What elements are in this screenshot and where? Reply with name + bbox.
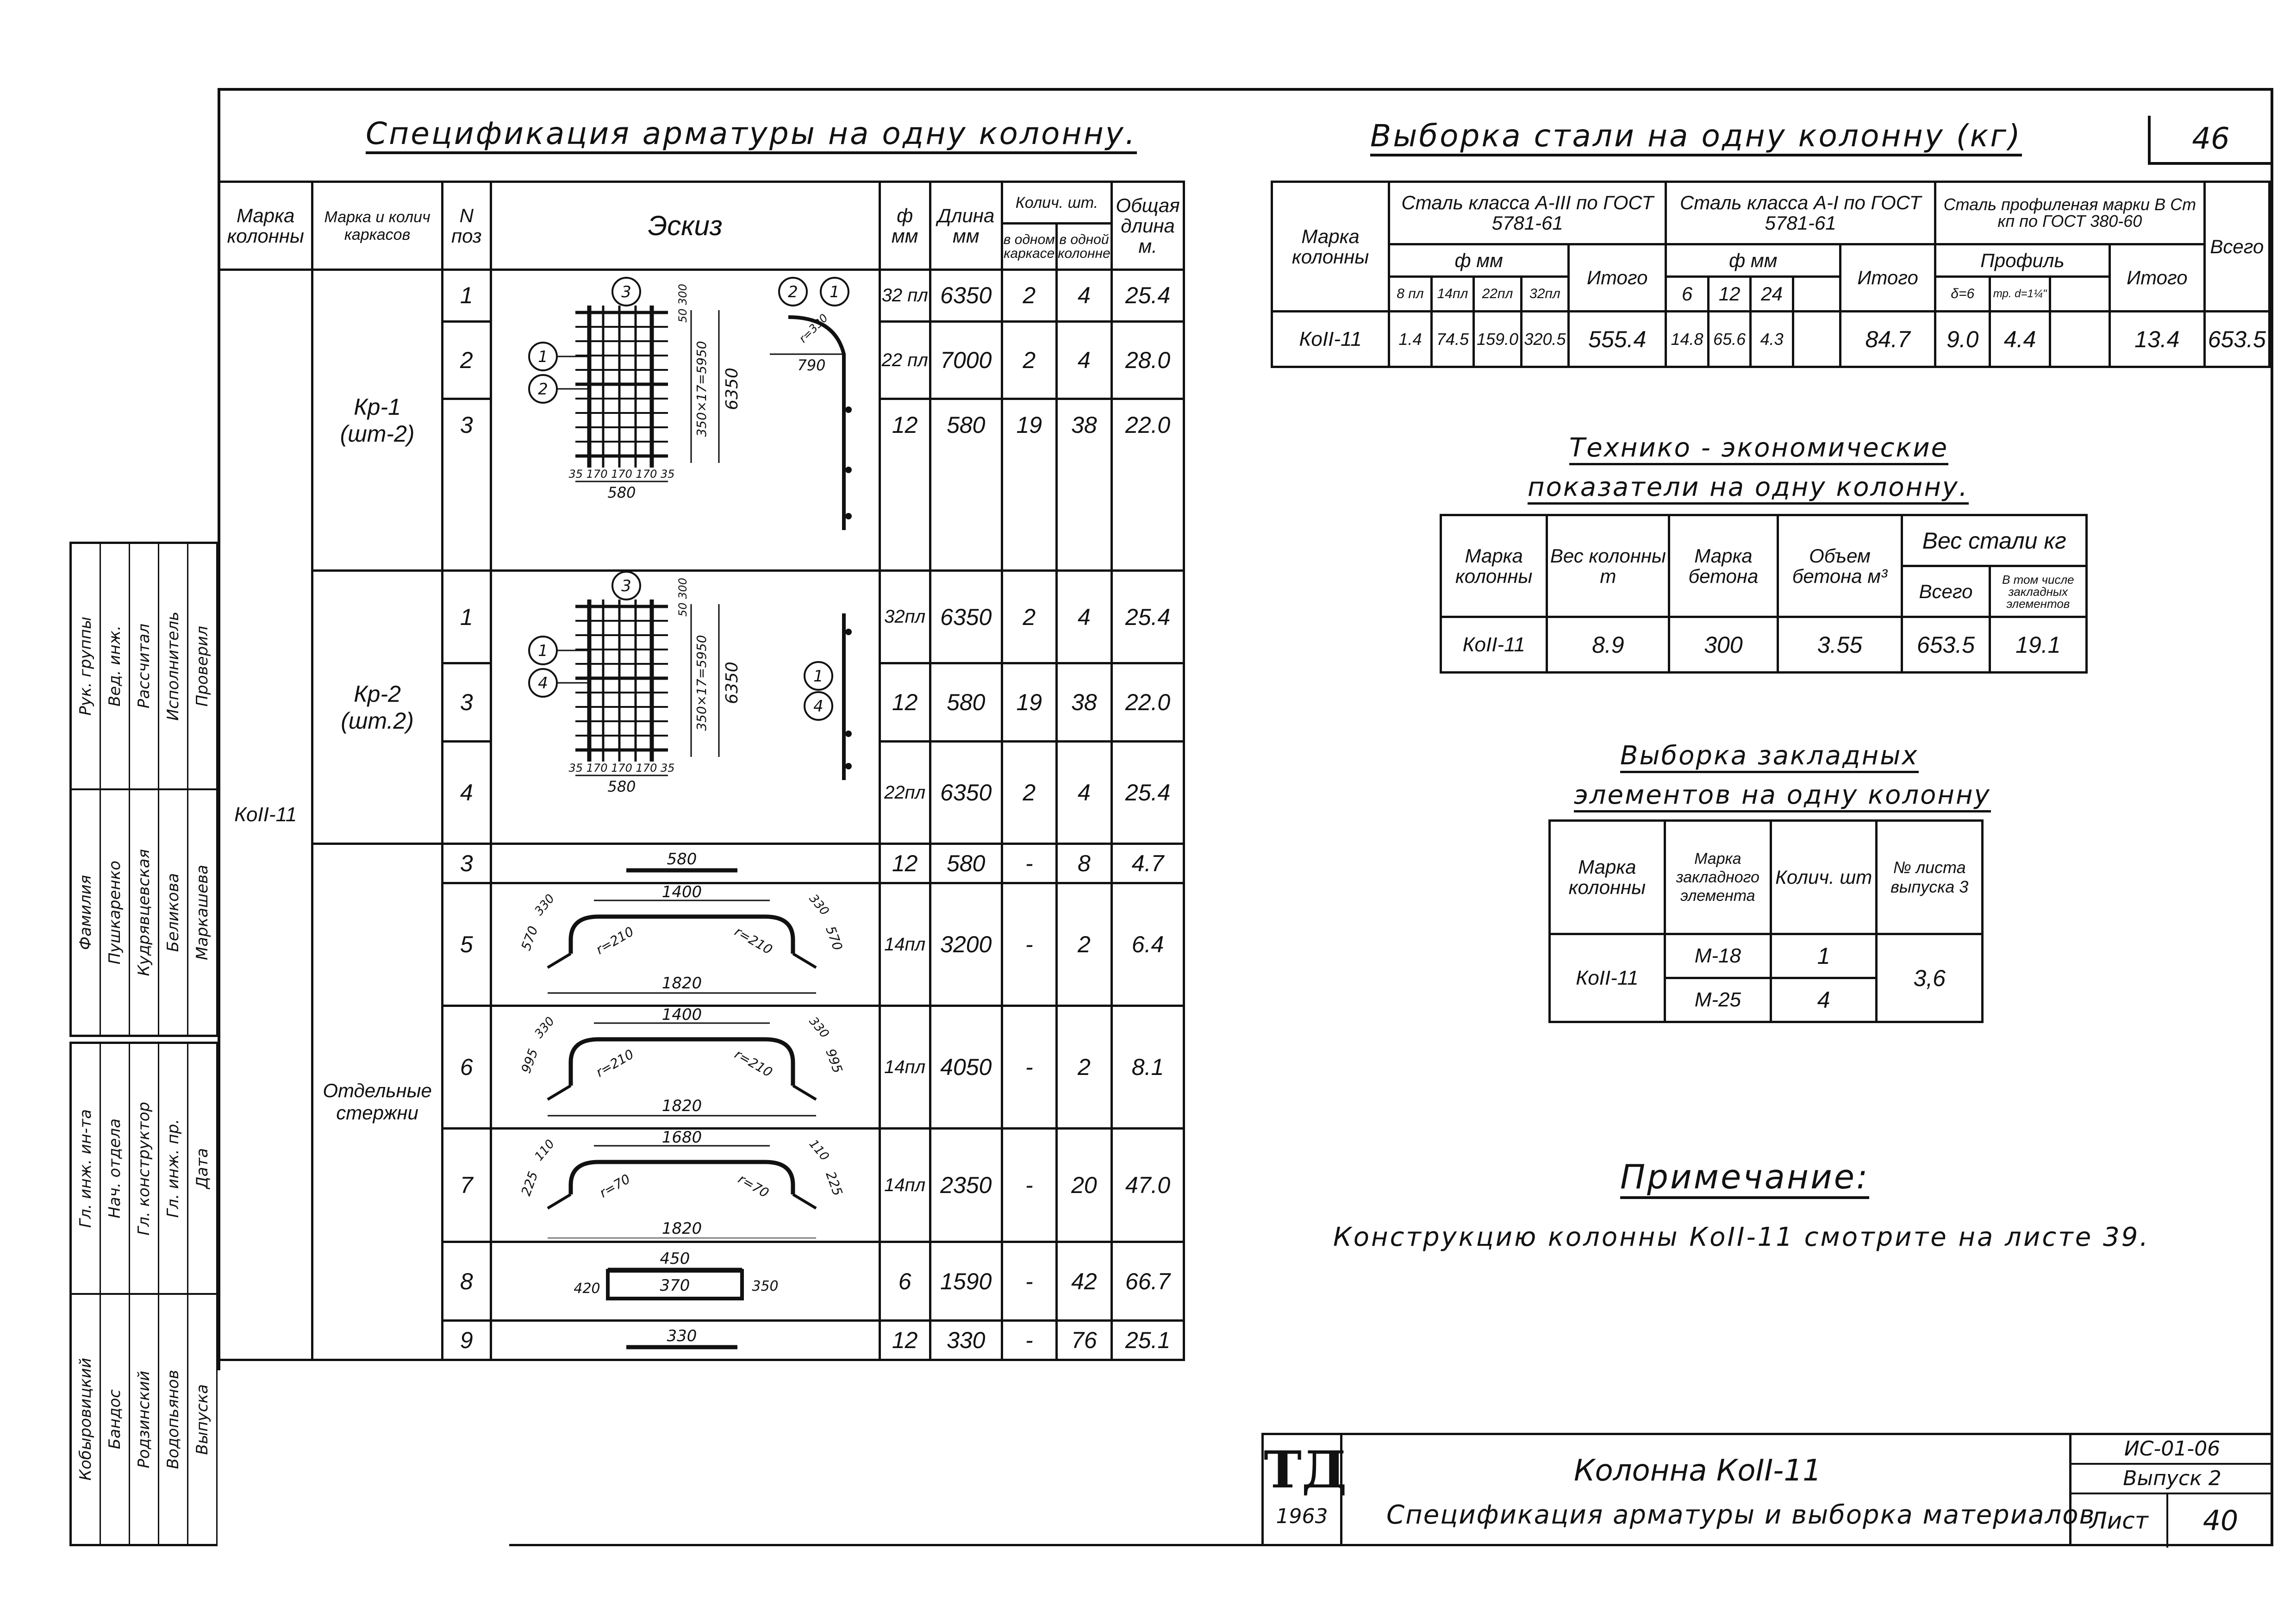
side-label: Дата <box>188 1044 218 1293</box>
qc-cell: 38 <box>1056 399 1111 571</box>
dim-label: 370 <box>660 1276 690 1295</box>
steel-h-itogo2: Итого <box>1841 244 1935 312</box>
len-cell: 1590 <box>930 1242 1002 1321</box>
page-number: 46 <box>2148 116 2271 165</box>
side-name: Пушкаренко <box>101 790 130 1035</box>
steel-val-empty <box>1793 312 1840 367</box>
steel-h-profile: Профиль <box>1935 244 2109 277</box>
steel-row-mark: КоII-11 <box>1272 312 1389 367</box>
tech-val: КоII-11 <box>1441 617 1547 673</box>
steel-val: 555.4 <box>1569 312 1666 367</box>
dim-label: 580 <box>667 850 697 868</box>
emb-el: М-25 <box>1665 978 1771 1022</box>
emb-h-mark: Марка колонны <box>1550 821 1665 934</box>
dia-cell: 32 пл <box>880 270 930 322</box>
steel-size: 8 пл <box>1389 277 1432 312</box>
dim-label: 330 <box>806 1014 832 1041</box>
qf-cell: 19 <box>1002 399 1056 571</box>
bar-dot <box>845 406 852 413</box>
steel-val: 4.4 <box>1990 312 2050 367</box>
steel-h-dmm: ф мм <box>1389 244 1569 277</box>
spec-table <box>218 181 1185 1361</box>
spec-column-mark: КоII-11 <box>219 270 312 1360</box>
qf-cell: 2 <box>1002 270 1056 322</box>
dim-label: 330 <box>806 892 832 918</box>
dia-cell: 14пл <box>880 883 930 1006</box>
dim-label: 450 <box>660 1249 690 1268</box>
side-label: Гл. инж. ин-та <box>72 1044 101 1293</box>
dim-label: 330 <box>532 892 558 918</box>
tot-cell: 25.4 <box>1112 742 1184 844</box>
callout-number: 2 <box>787 283 798 301</box>
stamp-sheet-label: Лист <box>2071 1494 2168 1548</box>
steel-h-mark: Марка колонны <box>1272 182 1389 312</box>
dim-label: r=210 <box>593 924 636 958</box>
dim-label: r=210 <box>731 1046 775 1081</box>
len-cell: 580 <box>930 844 1002 883</box>
dim-label: 1400 <box>661 1007 702 1024</box>
tech-h-mark: Марка колонны <box>1441 515 1547 617</box>
u-bar-end <box>793 1086 816 1099</box>
qc-cell: 2 <box>1056 1006 1111 1129</box>
tot-cell: 22.0 <box>1112 663 1184 742</box>
emb-h-qty: Колич. шт <box>1771 821 1876 934</box>
steel-val-empty <box>2050 312 2109 367</box>
qf-cell: 2 <box>1002 571 1056 663</box>
steel-size: тр. d=1¼" <box>1990 277 2050 312</box>
qf-cell: - <box>1002 1242 1056 1321</box>
sketch-bar3 <box>491 844 880 883</box>
steel-size: 12 <box>1708 277 1751 312</box>
steel-val: 74.5 <box>1431 312 1474 367</box>
side-name: Фамилия <box>72 790 101 1035</box>
steel-size-empty <box>2050 277 2109 312</box>
tech-h-volume: Объем бетона м³ <box>1778 515 1902 617</box>
dim-label: 50 300 <box>676 284 689 323</box>
pos-cell: 2 <box>442 321 491 399</box>
tech-h-total: Всего <box>1902 566 1990 617</box>
dim-label: 570 <box>822 924 846 953</box>
callout-number: 1 <box>537 642 548 660</box>
qc-cell: 76 <box>1056 1321 1111 1360</box>
dim-label: 1820 <box>661 1097 702 1115</box>
u-bar-end <box>548 1086 571 1099</box>
stamp-year: 1963 <box>1276 1505 1328 1528</box>
dim-label: 350×17=5950 <box>693 341 709 437</box>
dim-label: r=70 <box>735 1171 772 1201</box>
dim-label: 995 <box>518 1046 541 1075</box>
stamp-line1: Колонна КоII-11 <box>1574 1454 1822 1488</box>
tech-val: 19.1 <box>1990 617 2086 673</box>
steel-val: 159.0 <box>1474 312 1521 367</box>
emb-mark: КоII-11 <box>1550 934 1665 1022</box>
steel-size: δ=6 <box>1935 277 1990 312</box>
side-name: Беликова <box>159 790 188 1035</box>
stamp-line2: Спецификация арматуры и выборка материалов <box>1386 1500 2096 1530</box>
pos-cell: 1 <box>442 571 491 663</box>
u-bar-end <box>548 1194 571 1208</box>
spec-h-framemark: Марка и колич каркасов <box>312 182 443 270</box>
steel-h-itogo3: Итого <box>2110 244 2205 312</box>
qc-cell: 4 <box>1056 742 1111 844</box>
dia-cell: 6 <box>880 1242 930 1321</box>
callout-number: 1 <box>829 283 840 301</box>
spec-h-qty-col: в одной колонне <box>1056 224 1111 270</box>
dim-label: 330 <box>667 1327 697 1345</box>
qf-cell: - <box>1002 883 1056 1006</box>
side-label: Вед. инж. <box>101 544 130 788</box>
note-title: Примечание: <box>1620 1157 1869 1199</box>
dim-label: 995 <box>822 1046 846 1075</box>
dia-cell: 22 пл <box>880 321 930 399</box>
stamp-sheet-row <box>2071 1494 2273 1548</box>
sketch-bar5 <box>491 883 880 1006</box>
tot-cell: 25.4 <box>1112 571 1184 663</box>
dim-label: r=210 <box>593 1046 636 1081</box>
stamp-logo <box>1264 1435 1347 1546</box>
callout-number: 4 <box>813 697 824 716</box>
spec-h-pos: N поз <box>442 182 491 270</box>
callout-number: 3 <box>621 577 631 595</box>
side-name: Родзинский <box>130 1295 159 1544</box>
tot-cell: 25.4 <box>1112 270 1184 322</box>
dim-label: 110 <box>806 1137 832 1164</box>
steel-table <box>1271 181 2271 368</box>
dim-label: 570 <box>518 924 541 953</box>
steel-val: 320.5 <box>1521 312 1568 367</box>
steel-size: 6 <box>1666 277 1709 312</box>
dim-label: 350×17=5950 <box>693 635 709 731</box>
tot-cell: 4.7 <box>1112 844 1184 883</box>
spec-title: Спецификация арматуры на одну колонну. <box>366 116 1137 154</box>
dia-cell: 32пл <box>880 571 930 663</box>
emb-sheet: 3,6 <box>1877 934 1983 1022</box>
qc-cell: 20 <box>1056 1129 1111 1242</box>
side-name: Водопьянов <box>159 1295 188 1544</box>
u-bar-end <box>548 954 571 968</box>
tech-h-steel: Вес стали кг <box>1902 515 2087 566</box>
callout-number: 2 <box>537 380 548 399</box>
qf-cell: - <box>1002 844 1056 883</box>
u-bar-end <box>793 954 816 968</box>
tech-val: 3.55 <box>1778 617 1902 673</box>
sketch-kr1 <box>491 270 880 571</box>
dia-cell: 12 <box>880 1321 930 1360</box>
pos-cell: 1 <box>442 270 491 322</box>
dim-label: 1680 <box>661 1130 702 1147</box>
tech-val: 653.5 <box>1902 617 1990 673</box>
emb-h-sheet: № листа выпуска 3 <box>1877 821 1983 934</box>
side-label: Исполнитель <box>159 544 188 788</box>
steel-val: 84.7 <box>1841 312 1935 367</box>
steel-val: 13.4 <box>2110 312 2205 367</box>
frame-top <box>218 88 2273 91</box>
dia-cell: 22пл <box>880 742 930 844</box>
spec-h-dia: ф мм <box>880 182 930 270</box>
qc-cell: 4 <box>1056 270 1111 322</box>
dim-label: 50 300 <box>676 578 689 617</box>
dim-label: 1820 <box>661 974 702 993</box>
spec-h-length: Длина мм <box>930 182 1002 270</box>
dim-label: 790 <box>797 356 826 374</box>
dim-label: 6350 <box>722 368 742 410</box>
steel-val: 9.0 <box>1935 312 1990 367</box>
sketch-bar6 <box>491 1006 880 1129</box>
qf-cell: 2 <box>1002 742 1056 844</box>
len-cell: 4050 <box>930 1006 1002 1129</box>
qf-cell: 2 <box>1002 321 1056 399</box>
emb-el: М-18 <box>1665 934 1771 978</box>
dim-label: r=330 <box>796 311 830 346</box>
tot-cell: 6.4 <box>1112 883 1184 1006</box>
tot-cell: 8.1 <box>1112 1006 1184 1129</box>
tech-h-weight: Вес колонны т <box>1547 515 1669 617</box>
len-cell: 330 <box>930 1321 1002 1360</box>
sketch-bar7 <box>491 1129 880 1242</box>
stamp-issue: Выпуск 2 <box>2071 1465 2273 1494</box>
qf-cell: - <box>1002 1129 1056 1242</box>
side-name: Бандос <box>101 1295 130 1544</box>
dim-label: 330 <box>532 1014 558 1041</box>
len-cell: 6350 <box>930 571 1002 663</box>
pos-cell: 7 <box>442 1129 491 1242</box>
side-label: Нач. отдела <box>101 1044 130 1293</box>
qc-cell: 4 <box>1056 321 1111 399</box>
qc-cell: 8 <box>1056 844 1111 883</box>
stamp-code-col <box>2069 1435 2273 1546</box>
tot-cell: 28.0 <box>1112 321 1184 399</box>
steel-val: 14.8 <box>1666 312 1709 367</box>
emb-title-1: Выборка закладных <box>1620 741 1919 773</box>
bar-dot <box>845 629 852 635</box>
qf-cell: - <box>1002 1006 1056 1129</box>
frame-right <box>2271 88 2273 1546</box>
note-text: Конструкцию колонны КоII-11 смотрите на листе 39. <box>1333 1222 2150 1252</box>
spec-h-qty-frame: в одном каркасе <box>1002 224 1056 270</box>
stamp-code: ИС-01-06 <box>2071 1435 2273 1465</box>
callout-number: 1 <box>813 667 824 686</box>
spec-group-kr2: Кр-2 (шт.2) <box>312 571 443 844</box>
spec-h-colmark: Марка колонны <box>219 182 312 270</box>
side-name: Маркашева <box>188 790 218 1035</box>
dim-label: 225 <box>822 1169 846 1198</box>
qc-cell: 4 <box>1056 571 1111 663</box>
hook-bar <box>788 317 844 530</box>
emb-table <box>1548 819 1984 1023</box>
tech-h-concrete: Марка бетона <box>1669 515 1778 617</box>
len-cell: 6350 <box>930 270 1002 322</box>
dia-cell: 14пл <box>880 1129 930 1242</box>
spec-h-sketch: Эскиз <box>491 182 880 270</box>
dia-cell: 12 <box>880 844 930 883</box>
steel-h-dmm2: ф мм <box>1666 244 1841 277</box>
bar-dot <box>845 513 852 519</box>
pos-cell: 9 <box>442 1321 491 1360</box>
spec-h-total: Общая длина м. <box>1112 182 1184 270</box>
steel-val: 65.6 <box>1708 312 1751 367</box>
side-name: Выпуска <box>188 1295 218 1544</box>
qc-cell: 38 <box>1056 663 1111 742</box>
sketch-kr2 <box>491 571 880 844</box>
title-block <box>1261 1433 2271 1546</box>
tot-cell: 66.7 <box>1112 1242 1184 1321</box>
emb-h-el: Марка закладного элемента <box>1665 821 1771 934</box>
emb-qty: 1 <box>1771 934 1876 978</box>
steel-size: 14пл <box>1431 277 1474 312</box>
side-name: Кобыровицкий <box>72 1295 101 1544</box>
dim-label: r=70 <box>597 1171 633 1201</box>
emb-qty: 4 <box>1771 978 1876 1022</box>
len-cell: 6350 <box>930 742 1002 844</box>
len-cell: 2350 <box>930 1129 1002 1242</box>
steel-val: 653.5 <box>2204 312 2269 367</box>
sketch-bar8 <box>491 1242 880 1321</box>
dim-label: 1820 <box>661 1219 702 1238</box>
tech-h-emb: В том числе закладных элементов <box>1990 566 2086 617</box>
dim-label: r=210 <box>731 924 775 958</box>
spec-h-qty: Колич. шт. <box>1002 182 1111 224</box>
callout-number: 3 <box>621 283 631 301</box>
steel-h-total: Всего <box>2204 182 2269 312</box>
tech-val: 300 <box>1669 617 1778 673</box>
dim-label: 35 170 170 170 35 <box>568 468 675 481</box>
tot-cell: 47.0 <box>1112 1129 1184 1242</box>
callout-number: 4 <box>537 674 548 693</box>
steel-h-itogo: Итого <box>1569 244 1666 312</box>
steel-val: 1.4 <box>1389 312 1432 367</box>
steel-size: 24 <box>1751 277 1793 312</box>
dim-label: 35 170 170 170 35 <box>568 762 675 775</box>
len-cell: 3200 <box>930 883 1002 1006</box>
qc-cell: 2 <box>1056 883 1111 1006</box>
dim-label: 350 <box>752 1278 779 1294</box>
side-label: Гл. конструктор <box>130 1044 159 1293</box>
steel-size-empty <box>1793 277 1840 312</box>
spec-group-separate: Отдельные стержни <box>312 844 443 1360</box>
dim-label: 420 <box>574 1280 600 1297</box>
stamp-logo-mark: ТД <box>1264 1440 1347 1499</box>
tech-title-1: Технико - экономические <box>1569 433 1948 465</box>
dim-label: 580 <box>607 484 636 501</box>
pos-cell: 6 <box>442 1006 491 1129</box>
side-label: Рассчитал <box>130 544 159 788</box>
sketch-bar9 <box>491 1321 880 1360</box>
pos-cell: 3 <box>442 399 491 571</box>
dim-label: 6350 <box>722 662 742 704</box>
tech-val: 8.9 <box>1547 617 1669 673</box>
u-bar-end <box>793 1194 816 1208</box>
emb-title-2: элементов на одну колонну <box>1574 780 1991 812</box>
tech-title-2: показатели на одну колонну. <box>1528 472 1969 505</box>
steel-h-a1: Сталь класса А-I по ГОСТ 5781-61 <box>1666 182 1935 244</box>
bar-dot <box>845 763 852 769</box>
pos-cell: 5 <box>442 883 491 1006</box>
pos-cell: 4 <box>442 742 491 844</box>
len-cell: 7000 <box>930 321 1002 399</box>
dia-cell: 14пл <box>880 1006 930 1129</box>
callout-number: 1 <box>537 348 548 366</box>
side-label: Проверил <box>188 544 218 788</box>
bar-dot <box>845 731 852 737</box>
steel-h-prof: Сталь профиленая марки В Ст кп по ГОСТ 380-60 <box>1935 182 2204 244</box>
bar-dot <box>845 467 852 473</box>
tot-cell: 22.0 <box>1112 399 1184 571</box>
steel-h-a3: Сталь класса А-III по ГОСТ 5781-61 <box>1389 182 1666 244</box>
side-stamp-upper <box>69 542 218 1037</box>
pos-cell: 3 <box>442 663 491 742</box>
side-stamp-lower <box>69 1042 218 1546</box>
steel-size: 32пл <box>1521 277 1568 312</box>
tech-table <box>1440 514 2088 674</box>
dim-label: 1400 <box>661 884 702 901</box>
dim-label: 225 <box>518 1169 541 1198</box>
qc-cell: 42 <box>1056 1242 1111 1321</box>
side-name: Кудрявцевская <box>130 790 159 1035</box>
tot-cell: 25.1 <box>1112 1321 1184 1360</box>
len-cell: 580 <box>930 663 1002 742</box>
side-label: Гл. инж. пр. <box>159 1044 188 1293</box>
steel-title: Выборка стали на одну колонну (кг) <box>1370 118 2022 156</box>
pos-cell: 3 <box>442 844 491 883</box>
spec-group-kr1: Кр-1 (шт-2) <box>312 270 443 571</box>
steel-val: 4.3 <box>1751 312 1793 367</box>
len-cell: 580 <box>930 399 1002 571</box>
steel-size: 22пл <box>1474 277 1521 312</box>
pos-cell: 8 <box>442 1242 491 1321</box>
side-label: Рук. группы <box>72 544 101 788</box>
stamp-sheet-number: 40 <box>2202 1505 2239 1537</box>
dim-label: 580 <box>607 778 636 795</box>
dim-label: 110 <box>532 1137 558 1164</box>
dia-cell: 12 <box>880 399 930 571</box>
qf-cell: - <box>1002 1321 1056 1360</box>
qf-cell: 19 <box>1002 663 1056 742</box>
dia-cell: 12 <box>880 663 930 742</box>
